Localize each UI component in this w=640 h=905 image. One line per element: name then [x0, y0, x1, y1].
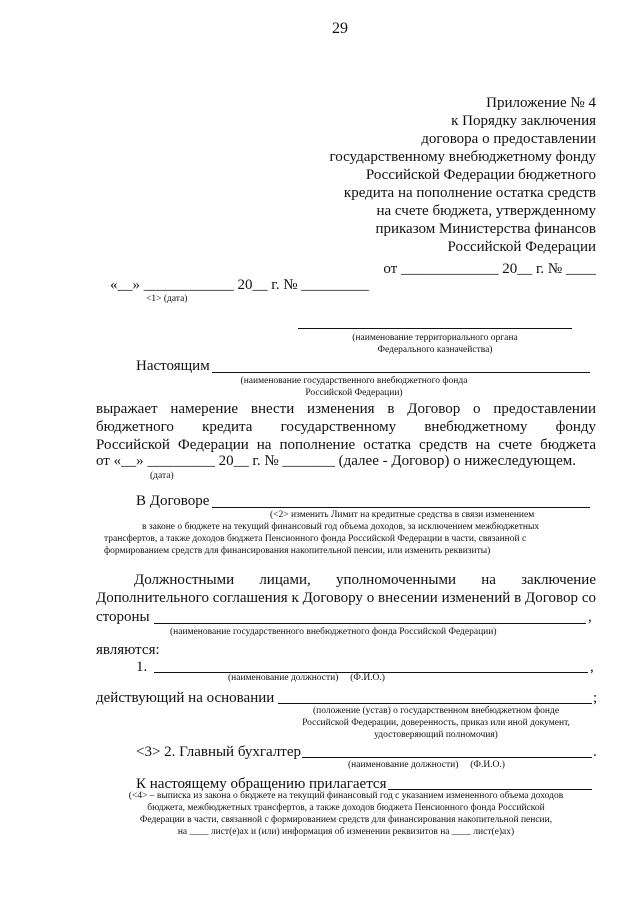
body-paragraph [96, 400, 596, 454]
storony-label: стороны [96, 609, 150, 625]
acting-label: действующий на основании [96, 690, 275, 706]
caption-line: (<2> изменить Лимит на кредитные средства в связи изменением [270, 510, 535, 520]
date-line: «__» ____________ 20__ г. № _________ [110, 277, 369, 293]
fund-name-line [212, 372, 590, 373]
caption-line: бюджета, межбюджетных трансфертов, а также доходов бюджета Пенсионного фонда Российской [147, 803, 545, 813]
caption-line: (положение (устав) о государственном внебюджетном фонде [312, 706, 560, 716]
header-line: кредита на пополнение остатка средств [343, 185, 596, 201]
body-line: выражает намерение внести изменения в Договор о предоставлении [96, 401, 596, 417]
date-caption: <1> (дата) [146, 294, 188, 304]
header-line: Приложение № 4 [486, 95, 596, 111]
item2-period: . [593, 744, 597, 760]
attachment-label: К настоящему обращению прилагается [136, 776, 387, 792]
fund-caption [214, 375, 494, 399]
officials-line: Должностными лицами, уполномоченными на заключение [134, 572, 596, 588]
header-line: к Порядку заключения [451, 113, 596, 129]
header-line: Российской Федерации бюджетного [365, 167, 596, 183]
appendix-header [236, 94, 596, 278]
attachment-caption [96, 790, 596, 838]
body-date-caption: (дата) [150, 471, 174, 481]
storony-comma: , [588, 609, 592, 625]
caption-line: удостоверяющий полномочия) [374, 730, 498, 740]
page-number: 29 [332, 20, 348, 37]
storony-caption: (наименование государственного внебюджетного фонда Российской Федерации) [170, 627, 497, 637]
are-label: являются: [96, 642, 160, 658]
body-last-line: от «__» _________ 20__ г. № _______ (далее - Договор) о нижеследующем. [96, 453, 576, 469]
header-line: договора о предоставлении [421, 131, 596, 147]
header-line: государственному внебюджетному фонду [329, 149, 596, 165]
in-contract-label: В Договоре [136, 493, 210, 509]
caption-line: формированием средств для финансирования накопительной пенсии, или изменить реквизиты) [104, 546, 491, 556]
caption-line: в законе о бюджете на текущий финансовый год объема доходов, за исключением межбюджетных [142, 522, 540, 532]
contract-change-line [212, 507, 590, 508]
caption-line: Российской Федерации, доверенность, приказ или иной документ, [302, 718, 570, 728]
officials-paragraph [96, 571, 596, 607]
header-line: Российской Федерации [447, 239, 596, 255]
caption-line: Федерального казначейства) [377, 345, 493, 355]
item1-comma: , [590, 659, 594, 675]
treasury-caption [300, 332, 570, 356]
item2-caption: (наименование должности) (Ф.И.О.) [348, 760, 505, 770]
acting-semicolon: ; [593, 690, 598, 706]
item2-label: <3> 2. Главный бухгалтер [136, 744, 302, 760]
item1-label: 1. [136, 659, 148, 675]
acting-line [278, 703, 592, 704]
caption-line: Российской Федерации) [305, 388, 403, 398]
caption-line: (<4> – выписка из закона о бюджете на текущий финансовый год с указанием измененного объема доходов [128, 791, 564, 801]
acting-caption [278, 705, 594, 741]
header-from-line: от _____________ 20__ г. № ____ [383, 261, 596, 277]
header-line: приказом Министерства финансов [375, 221, 596, 237]
treasury-name-line [298, 328, 572, 329]
body-line: Российской Федерации на пополнение остатка средств на счете бюджета [96, 437, 596, 453]
caption-line: трансфертов, а также доходов бюджета Пенсионного фонда Российской Федерации в части, связанной с [104, 534, 527, 544]
body-line: бюджетного кредита государственному внебюджетному фонду [96, 419, 596, 435]
storony-line [154, 623, 586, 624]
item2-line [302, 757, 592, 758]
caption-line: на ____ лист(е)ах и (или) информация об изменении реквизитов на ____ лист(е)ах) [177, 827, 515, 837]
contract-caption [104, 509, 594, 557]
header-line: на счете бюджета, утвержденному [376, 203, 596, 219]
item1-caption: (наименование должности) (Ф.И.О.) [228, 673, 385, 683]
caption-line: (наименование территориального органа [352, 333, 518, 343]
caption-line: (наименование государственного внебюджетного фонда [240, 376, 468, 386]
nastoyashchim-label: Настоящим [136, 358, 210, 374]
caption-line: Федерации в части, связанной с формированием средств для финансирования накопительной пенсии, [139, 815, 553, 825]
officials-line: Дополнительного соглашения к Договору о внесении изменений в Договор со [96, 590, 596, 606]
